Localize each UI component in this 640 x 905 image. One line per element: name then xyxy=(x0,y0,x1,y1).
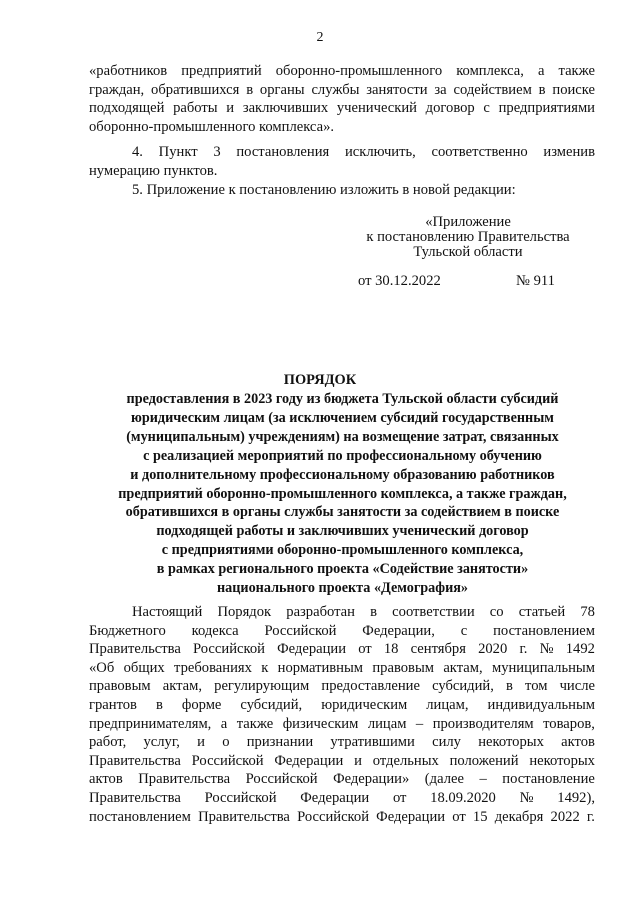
main-paragraph-word: Правительства xyxy=(138,771,231,788)
appendix-header xyxy=(340,215,596,260)
main-paragraph-word: некоторых xyxy=(478,734,544,751)
main-paragraph-word: постановлением xyxy=(493,622,595,639)
main-paragraph-word: 2020 xyxy=(478,641,508,658)
main-paragraph-word: Настоящий xyxy=(132,604,203,620)
main-paragraph-line xyxy=(89,659,595,678)
main-paragraph-word: Федерации, xyxy=(362,622,435,639)
main-paragraph-word: 1492 xyxy=(565,641,595,658)
main-paragraph-line xyxy=(89,677,595,696)
main-paragraph-word: актов xyxy=(561,734,595,751)
main-paragraph-word: – xyxy=(415,715,424,732)
main-paragraph-word: субсидий, xyxy=(240,696,303,713)
main-paragraph-word: декабря xyxy=(494,808,544,825)
main-paragraph-word: производителям xyxy=(432,715,534,732)
subtitle-line: обратившихся в органы службы занятости за содействием в поиске xyxy=(125,504,560,521)
appendix-to-resolution: к постановлению Правительства xyxy=(366,229,570,245)
main-paragraph-word: признании xyxy=(246,734,314,751)
main-paragraph-word: Бюджетного xyxy=(89,622,166,639)
main-paragraph-word: физическим xyxy=(282,715,359,732)
subtitle-line: (муниципальным) учреждениям) на возмещение затрат, связанных xyxy=(126,428,559,445)
paragraph-item-5 xyxy=(89,181,595,200)
main-paragraph-line xyxy=(89,696,595,715)
main-paragraph-word: – xyxy=(479,771,487,788)
main-paragraph-word: требованиях xyxy=(174,659,252,676)
main-paragraph-word: от xyxy=(392,789,407,806)
main-paragraph-word: Федерации xyxy=(300,789,370,806)
main-paragraph-word: индивидуальным xyxy=(487,696,595,713)
subtitle-line: юридическим лицам (за исключением субсидий государственным xyxy=(131,409,554,426)
page-number: 2 xyxy=(316,30,324,45)
main-paragraph-word: (далее xyxy=(424,771,464,788)
paragraph-item-4 xyxy=(89,143,595,180)
main-paragraph-word: субсидий, xyxy=(432,678,494,695)
main-paragraph-word: соответствии xyxy=(392,604,475,620)
main-paragraph-word: в xyxy=(370,604,378,620)
main-paragraph-word: общих xyxy=(123,659,165,676)
paragraph-point-4: 4. Пункт 3 постановления исключить, соответственно изменив нумерацию пунктов. xyxy=(89,144,595,179)
appendix-date-number xyxy=(358,273,558,290)
main-paragraph-word: утратившими xyxy=(330,734,415,751)
main-paragraph-word: со xyxy=(489,604,504,620)
main-paragraph-word: также xyxy=(236,715,274,732)
main-paragraph-word: 18 xyxy=(383,641,399,658)
main-paragraph-word: 18.09.2020 xyxy=(430,789,496,806)
main-paragraph-line xyxy=(89,789,595,808)
main-paragraph-word: положений xyxy=(449,752,519,769)
main-paragraph-word: юридическим xyxy=(321,696,408,713)
main-paragraph-word: актов xyxy=(89,771,123,788)
main-paragraph-word: Федерации» xyxy=(333,771,410,788)
main-paragraph-word: актам, xyxy=(162,678,203,695)
main-paragraph-word: г. xyxy=(519,641,528,658)
main-paragraph-word: регулирующим xyxy=(214,678,310,695)
subtitle-line: национального проекта «Демография» xyxy=(216,580,469,597)
main-paragraph-word: лицам xyxy=(367,715,407,732)
main-paragraph-line xyxy=(89,603,595,622)
appendix-region: Тульской области xyxy=(413,244,523,260)
subtitle-line: с предприятиями оборонно-промышленного комплекса, xyxy=(161,542,524,559)
main-paragraph-line xyxy=(89,715,595,734)
main-paragraph-word: и xyxy=(197,734,205,751)
main-paragraph-word: том xyxy=(525,678,548,695)
main-paragraph-word: некоторых xyxy=(529,752,595,769)
main-paragraph-word: от xyxy=(358,641,372,658)
main-paragraph-word: Российской xyxy=(204,789,277,806)
main-paragraph-word: Федерации xyxy=(274,752,344,769)
main-paragraph-line xyxy=(89,640,595,659)
main-paragraph-word: Российской xyxy=(245,771,318,788)
main-paragraph-word: о xyxy=(222,734,230,751)
main-paragraph-word: с xyxy=(460,622,468,639)
main-paragraph-word: правовым xyxy=(372,659,434,676)
subtitle-line: подходящей работы и заключивших ученический договор xyxy=(156,523,529,540)
main-paragraph-word: нормативным xyxy=(277,659,364,676)
main-paragraph-word: правовым xyxy=(89,678,151,695)
main-paragraph-word: от xyxy=(452,808,466,825)
main-paragraph-word: Правительства xyxy=(89,641,181,658)
appendix-date: от 30.12.2022 xyxy=(358,273,441,289)
appendix-number: № 911 xyxy=(516,273,555,289)
main-paragraph-word: и xyxy=(354,752,362,769)
document-title: ПОРЯДОК xyxy=(283,372,357,388)
main-paragraph-line xyxy=(89,808,595,827)
main-paragraph-word: в xyxy=(155,696,163,713)
main-paragraph-line xyxy=(89,733,595,752)
main-paragraph-word: «Об xyxy=(89,659,115,676)
main-paragraph-word: № xyxy=(519,789,534,806)
main-paragraph-word: кодекса xyxy=(191,622,239,639)
main-paragraph-word: разработан xyxy=(286,604,355,620)
main-paragraph-word: Российской xyxy=(297,808,369,825)
main-paragraph-word: Российской xyxy=(264,622,337,639)
main-paragraph-word: сентября xyxy=(410,641,466,658)
subtitle-line: предоставления в 2023 году из бюджета Тульской области субсидий xyxy=(126,391,559,407)
paragraph-continuation xyxy=(89,62,595,136)
main-paragraph-word: числе xyxy=(559,678,595,695)
main-paragraph-word: предпринимателям, xyxy=(89,715,212,732)
main-paragraph-word: 15 xyxy=(472,808,488,825)
paragraph-point-5: 5. Приложение к постановлению изложить в новой редакции: xyxy=(132,182,516,198)
main-paragraph-word: муниципальным xyxy=(491,659,595,676)
paragraph-quote-continuation: «работников предприятий оборонно-промышленного комплекса, а также граждан, обратившихся в органы службы занятости за содействием в поиске подходящей работы и заключивших ученический договор с предприятиями оборонно-промышленного комплекса». xyxy=(89,63,595,135)
main-paragraph-word: работ, xyxy=(89,734,127,751)
subtitle-line: и дополнительному профессиональному образованию работников xyxy=(130,466,555,483)
subtitle-line: с реализацией мероприятий по профессиональному обучению xyxy=(143,447,542,464)
main-paragraph-line xyxy=(89,752,595,771)
main-paragraph-word: грантов xyxy=(89,696,137,713)
main-paragraph-word: постановление xyxy=(502,771,595,788)
appendix-label: «Приложение xyxy=(425,214,511,230)
subtitle-line: в рамках регионального проекта «Содействие занятости» xyxy=(156,561,529,578)
main-paragraph-word: постановлением xyxy=(89,808,191,825)
main-paragraph-word: товаров, xyxy=(543,715,595,732)
main-paragraph-word: Федерации xyxy=(277,641,347,658)
main-paragraph-word: Правительства xyxy=(89,789,181,806)
main-paragraph-word: Российской xyxy=(193,641,265,658)
main-paragraph-word: 1492), xyxy=(557,789,595,806)
main-paragraph-word: Порядок xyxy=(217,604,272,620)
main-paragraph xyxy=(89,603,595,826)
main-paragraph-word: Правительства xyxy=(198,808,290,825)
main-paragraph-word: а xyxy=(220,715,228,732)
document-subtitle xyxy=(90,390,595,598)
main-paragraph-word: к xyxy=(261,659,269,676)
main-paragraph-word: г. xyxy=(586,808,595,825)
main-paragraph-word: Федерации xyxy=(376,808,446,825)
main-paragraph-word: лицам, xyxy=(426,696,469,713)
main-paragraph-word: 2022 xyxy=(550,808,580,825)
main-paragraph-word: статьей xyxy=(518,604,566,620)
main-paragraph-line xyxy=(89,770,595,789)
subtitle-line: предприятий оборонно-промышленного комплекса, а также граждан, xyxy=(118,485,567,502)
main-paragraph-word: предоставление xyxy=(321,678,420,695)
main-paragraph-word: отдельных xyxy=(372,752,439,769)
main-paragraph-word: в xyxy=(505,678,513,695)
main-paragraph-word: силу xyxy=(432,734,461,751)
main-paragraph-word: форме xyxy=(181,696,222,713)
main-paragraph-word: 78 xyxy=(580,604,595,620)
main-paragraph-word: актам, xyxy=(443,659,483,676)
main-paragraph-word: услуг, xyxy=(143,734,180,751)
main-paragraph-word: Российской xyxy=(191,752,264,769)
main-paragraph-word: № xyxy=(539,641,554,658)
main-paragraph-word: Правительства xyxy=(89,752,181,769)
main-paragraph-line xyxy=(89,622,595,641)
